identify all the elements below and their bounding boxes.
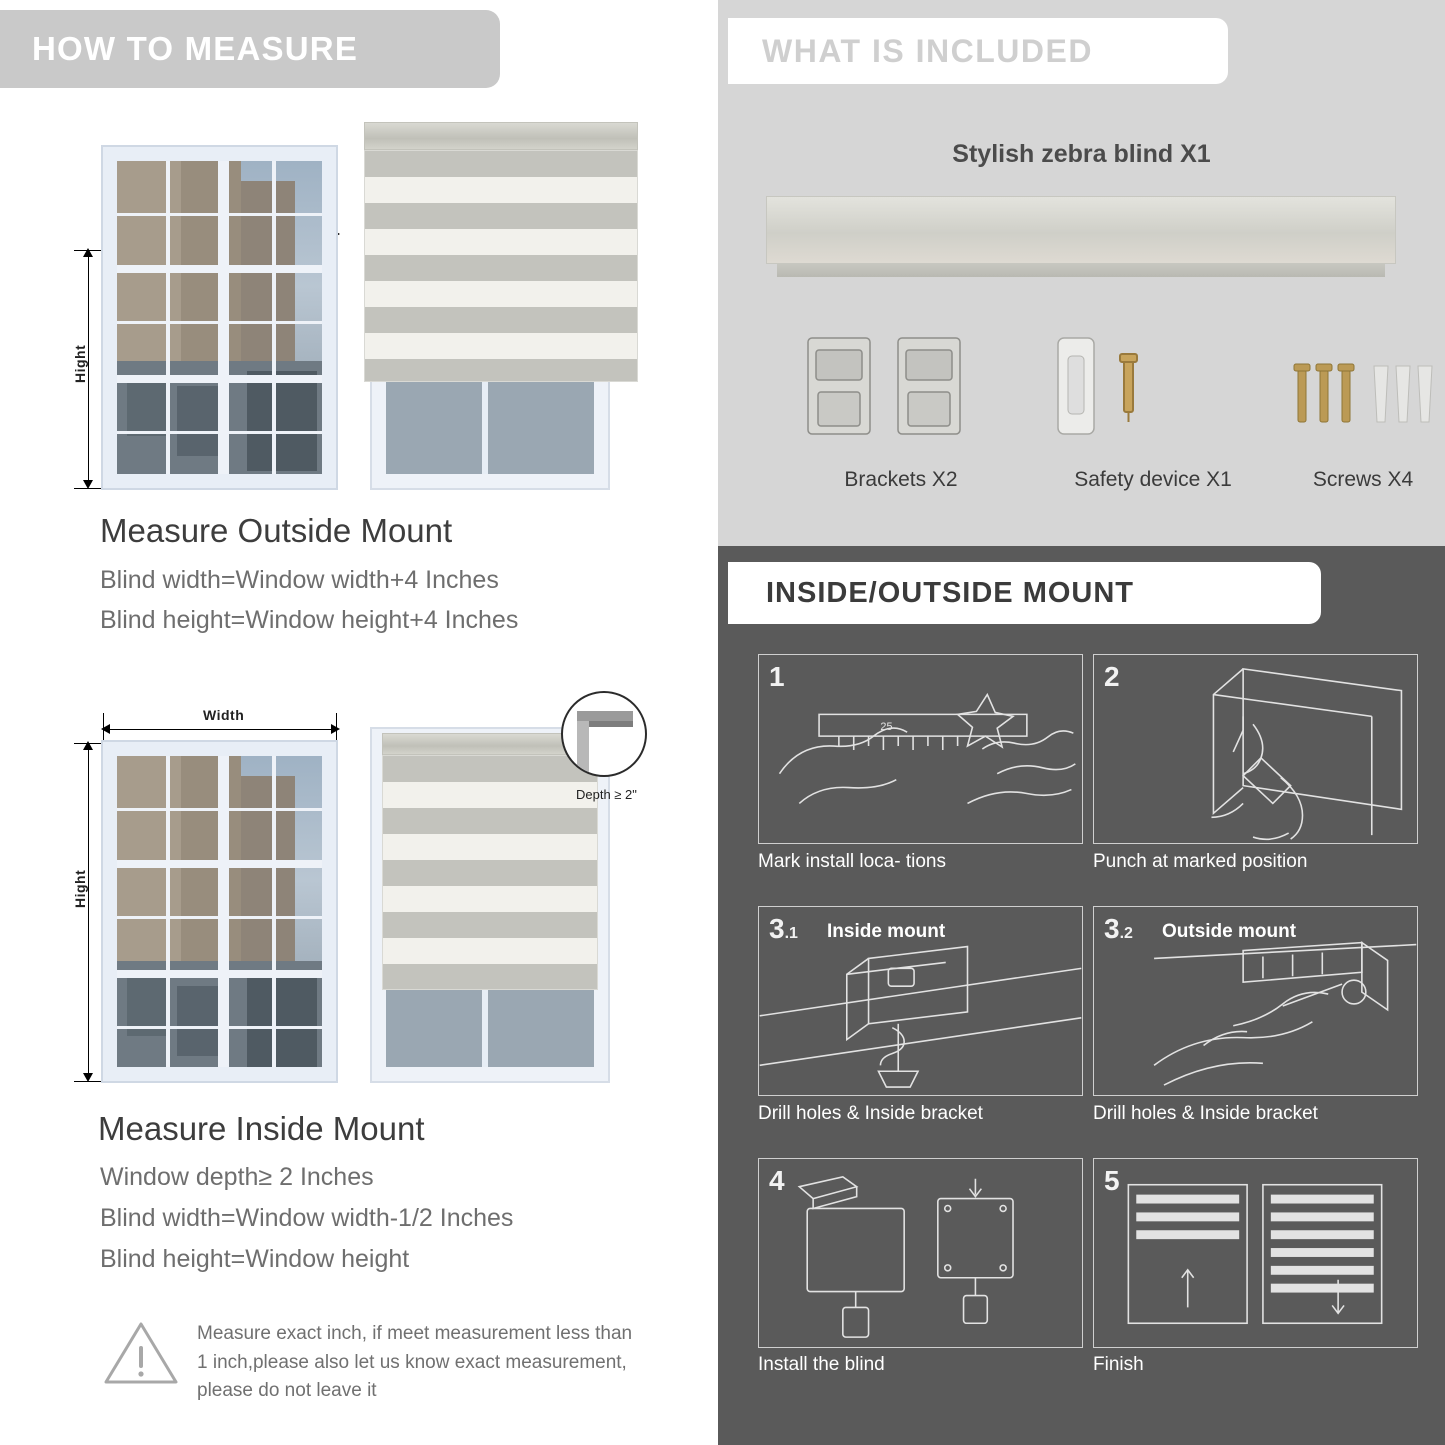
how-to-measure-header xyxy=(0,10,500,88)
zebra-blind-product-image xyxy=(766,196,1396,264)
step-4-number: 4 xyxy=(769,1165,785,1196)
inside-line-1: Window depth≥ 2 Inches xyxy=(100,1163,374,1191)
outside-height-label: Hight xyxy=(72,344,88,383)
step-3-1-subtitle: Inside mount xyxy=(827,921,946,942)
what-is-included-title: WHAT IS INCLUDED xyxy=(762,32,1093,69)
step-5 xyxy=(1093,1158,1418,1348)
product-title: Stylish zebra blind X1 xyxy=(952,140,1211,168)
blind-fabric-inside xyxy=(382,755,598,990)
measure-warning xyxy=(103,1320,643,1406)
part-screws-label: Screws X4 xyxy=(1312,468,1414,491)
window-view xyxy=(117,161,322,474)
step-1-illustration xyxy=(759,655,1082,843)
part-safety-device xyxy=(1038,330,1268,450)
step-3-2-subtitle: Outside mount xyxy=(1162,921,1297,942)
step-3-2-number-suffix: .2 xyxy=(1119,925,1133,942)
step-3-2-illustration xyxy=(1094,907,1417,1095)
outside-mount-diagram xyxy=(0,100,718,500)
inside-width-label: Width xyxy=(203,707,245,723)
step-2-illustration xyxy=(1094,655,1417,843)
depth-detail-circle xyxy=(561,691,647,777)
outside-line-2: Blind height=Window height+4 Inches xyxy=(100,606,519,634)
warning-triangle-icon xyxy=(103,1320,179,1386)
inside-mount-diagram xyxy=(0,695,718,1095)
step-5-illustration xyxy=(1094,1159,1417,1347)
step-1 xyxy=(758,654,1083,844)
step-3-1-number-main: 3 xyxy=(769,913,785,944)
blind-fabric-outside xyxy=(364,150,638,382)
step-3-1 xyxy=(758,906,1083,1096)
part-brackets-label: Brackets X2 xyxy=(844,468,958,491)
inside-line-3: Blind height=Window height xyxy=(100,1245,410,1273)
inside-line-2: Blind width=Window width-1/2 Inches xyxy=(100,1204,514,1232)
inside-outside-mount-title: INSIDE/OUTSIDE MOUNT xyxy=(766,576,1135,609)
step-3-1-caption: Drill holes & Inside bracket xyxy=(758,1103,983,1124)
step-3-2-number-main: 3 xyxy=(1104,913,1120,944)
step-2 xyxy=(1093,654,1418,844)
part-brackets xyxy=(788,330,1008,450)
step-1-number: 1 xyxy=(769,661,785,692)
how-to-measure-panel xyxy=(0,0,718,1445)
what-is-included-panel xyxy=(718,0,1445,546)
inside-outside-mount-panel xyxy=(718,546,1445,1445)
step-4-caption: Install the blind xyxy=(758,1354,885,1375)
how-to-measure-title: HOW TO MEASURE xyxy=(32,30,359,67)
step-4 xyxy=(758,1158,1083,1348)
step-3-2-caption: Drill holes & Inside bracket xyxy=(1093,1103,1318,1124)
step-2-number: 2 xyxy=(1104,661,1120,692)
step-5-caption: Finish xyxy=(1093,1354,1144,1375)
svg-text:25: 25 xyxy=(880,721,893,734)
measure-warning-text: Measure exact inch, if meet measurement less than 1 inch,please also let us know exact measurement, please do not leave it xyxy=(197,1323,633,1401)
blind-headrail-outside xyxy=(364,122,638,150)
window-view-inside xyxy=(117,756,322,1067)
outside-mount-title: Measure Outside Mount xyxy=(100,512,453,549)
what-is-included-header xyxy=(728,18,1228,84)
inside-outside-mount-header xyxy=(728,562,1321,624)
step-2-caption: Punch at marked position xyxy=(1093,851,1308,872)
step-3-1-illustration xyxy=(759,907,1082,1095)
outside-line-1: Blind width=Window width+4 Inches xyxy=(100,566,499,594)
step-1-caption: Mark install loca- tions xyxy=(758,851,946,872)
step-5-number: 5 xyxy=(1104,1165,1120,1196)
depth-label: Depth ≥ 2" xyxy=(576,787,637,802)
inside-height-label: Hight xyxy=(72,869,88,908)
step-4-illustration xyxy=(759,1159,1082,1347)
step-3-2 xyxy=(1093,906,1418,1096)
step-3-1-number-suffix: .1 xyxy=(784,925,798,942)
part-screws xyxy=(1288,330,1438,450)
part-safety-device-label: Safety device X1 xyxy=(1074,468,1232,491)
window-illustration-inside xyxy=(101,740,338,1083)
inside-mount-title: Measure Inside Mount xyxy=(98,1110,425,1147)
window-illustration-outside xyxy=(101,145,338,490)
